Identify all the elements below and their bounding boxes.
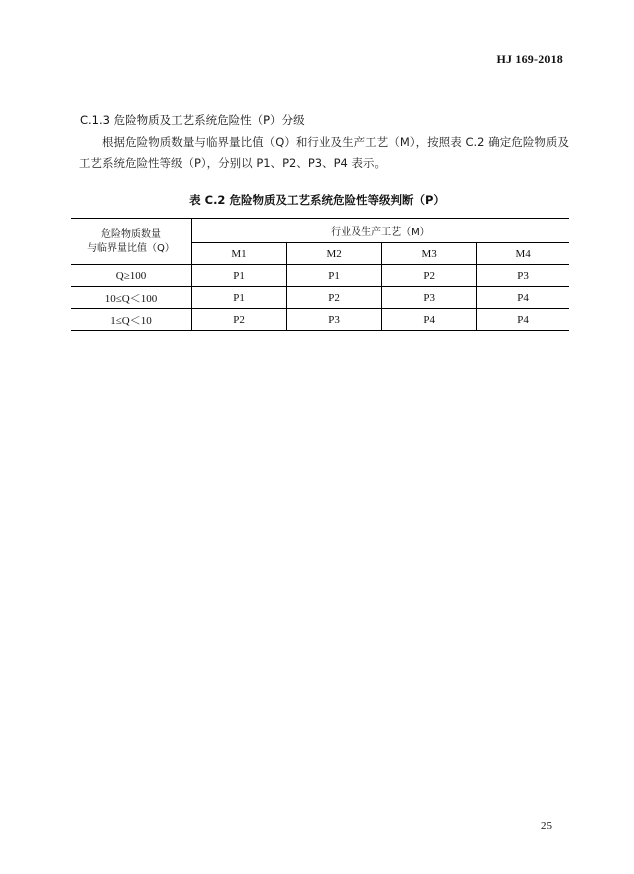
table-cell: P4 <box>477 287 569 309</box>
group-header-cell: 行业及生产工艺（M） <box>192 219 570 243</box>
row-label: 10≤Q＜100 <box>71 287 192 309</box>
table-cell: P2 <box>192 309 287 331</box>
table-cell: P2 <box>287 287 382 309</box>
hazard-grade-table <box>71 218 569 331</box>
document-code: HJ 169-2018 <box>496 52 563 66</box>
table-caption: 表 C.2 危险物质及工艺系统危险性等级判断（P） <box>189 193 445 207</box>
table-cell: P1 <box>192 265 287 287</box>
table-cell: P1 <box>192 287 287 309</box>
table-cell: P3 <box>382 287 477 309</box>
table-cell: P3 <box>287 309 382 331</box>
page-number: 25 <box>541 820 552 832</box>
body-paragraph: 根据危险物质数量与临界量比值（Q）和行业及生产工艺（M），按照表 C.2 确定危险物质及工艺系统危险性等级（P），分别以 P1、P2、P3、P4 表示。 <box>79 135 569 170</box>
table-row <box>71 287 569 309</box>
table-cell: P3 <box>477 265 569 287</box>
row-header-line1: 危险物质数量 <box>101 228 161 240</box>
row-label: 1≤Q＜10 <box>71 309 192 331</box>
table-cell: P4 <box>477 309 569 331</box>
table-cell: P2 <box>382 265 477 287</box>
column-header-m3: M3 <box>382 243 477 265</box>
table-cell: P1 <box>287 265 382 287</box>
table-row <box>71 309 569 331</box>
table-row <box>71 265 569 287</box>
row-label: Q≥100 <box>71 265 192 287</box>
table-cell: P4 <box>382 309 477 331</box>
row-header-line2: 与临界量比值（Q） <box>87 242 175 254</box>
section-heading: C.1.3 危险物质及工艺系统危险性（P）分级 <box>80 113 305 127</box>
row-header-cell <box>71 219 192 265</box>
column-header-m2: M2 <box>287 243 382 265</box>
table-header-row <box>71 219 569 243</box>
column-header-m1: M1 <box>192 243 287 265</box>
column-header-m4: M4 <box>477 243 569 265</box>
